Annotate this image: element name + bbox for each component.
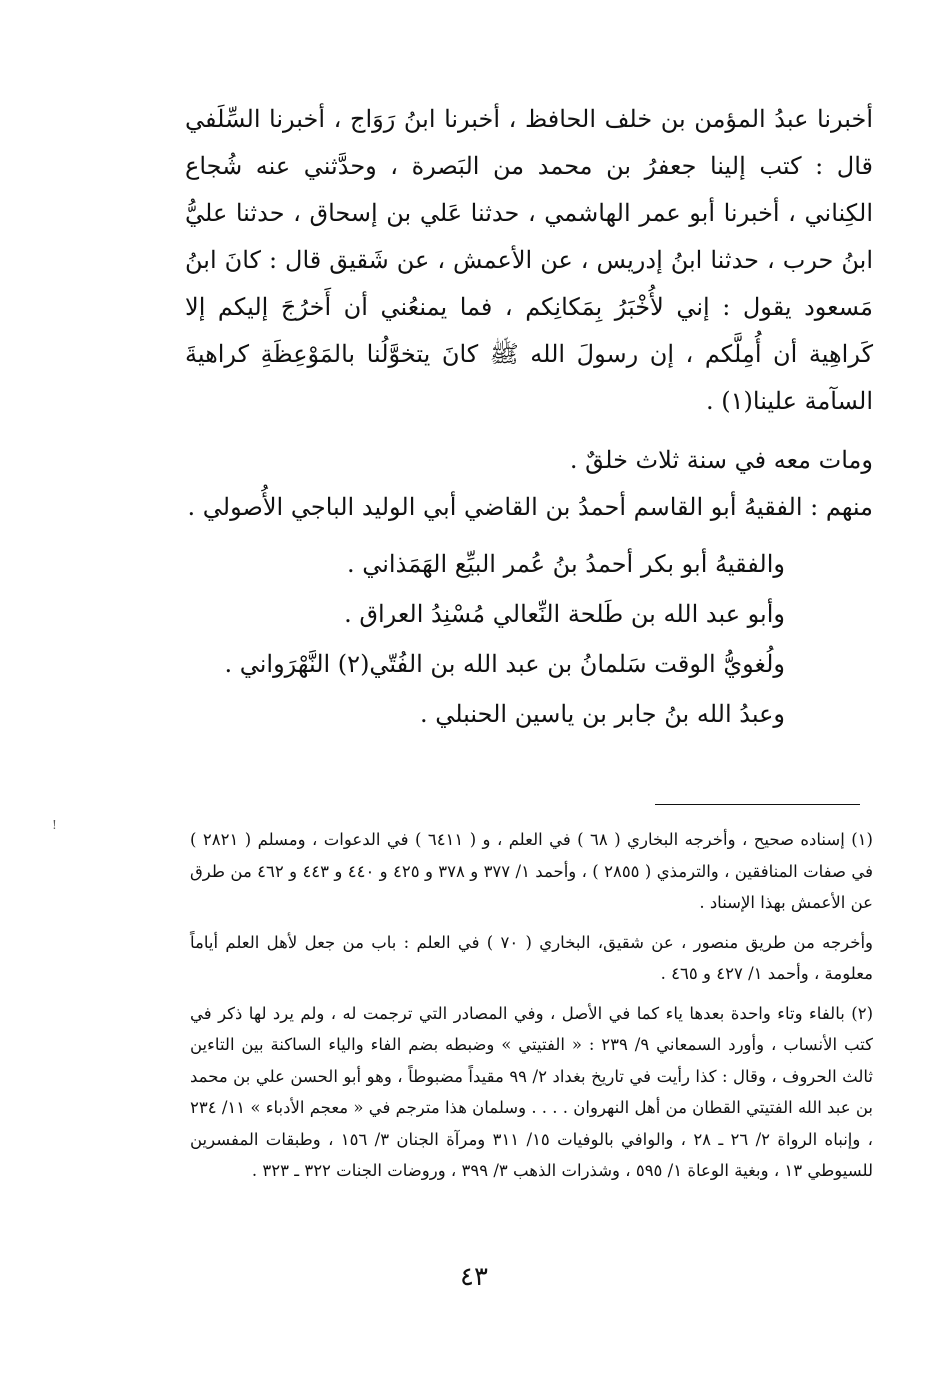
- footnote-2: (٢) بالفاء وتاء واحدة بعدها ياء كما في الأصل ، وفي المصادر التي ترجمت له ، ولم يرد لها ذكر في كتب الأنساب ، وأورد السمعاني ٩/ ٢٣٩ : « الفتيتي » وضبطه بضم الفاء والياء الساكنة بين التاءين ثالث الحروف ، وقال : كذا رأيت في تاريخ بغداد ٢/ ٩٩ مقيداً مضبوطاً ، وهو أبو الحسن علي بن محمد بن عبد الله الفتيتي القطان من أهل النهروان . . . . وسلمان هذا مترجم في « معجم الأدباء » ١١/ ٢٣٤ ، وإنباه الرواة ٢/ ٢٦ ـ ٢٨ ، والوافي بالوفيات ١٥/ ٣١١ ومرآة الجنان ٣/ ١٥٦ ، وطبقات المفسرين للسيوطي ١٣ ، وبغية الوعاة ١/ ٥٩٥ ، وشذرات الذهب ٣/ ٣٩٩ ، وروضات الجنات ٣٢٢ ـ ٣٢٣ .: [190, 1003, 873, 1180]
- paragraph-first-name: منهم : الفقيهُ أبو القاسم أحمدُ بن القاضي أبي الوليد الباجي الأُصولي .: [187, 493, 873, 521]
- paragraph-isnad: أخبرنا عبدُ المؤمن بن خلف الحافظ ، أخبرنا ابنُ رَوَاج ، أخبرنا السِّلَفي قال : كتب إلينا جعفرُ بن محمد من البَصرة ، وحدَّثني عنه شُجاع الكِناني ، أخبرنا أبو عمر الهاشمي ، حدثنا عَلي بن إسحاق ، حدثنا عليُّ ابنُ حرب ، حدثنا ابنُ إدريس ، عن الأعمش ، عن شَقيق قال : كانَ ابنُ مَسعود يقول : إني لأُخْبَرُ بِمَكانِكم ، فما يمنعُني أن أَخرُجَ إليكم إلا كَراهِية أن أُمِلَّكم ، إن رسولَ الله ﷺ كانَ يتخوَّلُنا بالمَوْعِظَةِ كراهيةَ السآمة علينا(١) .: [185, 105, 873, 415]
- footnote-1: (١) إسناده صحيح ، وأخرجه البخاري ( ٦٨ ) في العلم ، و ( ٦٤١١ ) في الدعوات ، ومسلم ( ٢٨٢١ ) في صفات المنافقين ، والترمذي ( ٢٨٥٥ ) ، وأحمد ١/ ٣٧٧ و ٣٧٨ و ٤٢٥ و ٤٤٠ و ٤٤٣ و ٤٦٢ من طرق عن الأعمش بهذا الإسناد .: [190, 830, 873, 912]
- footnotes: [190, 824, 873, 1187]
- page-number: ٤٣: [460, 1262, 488, 1292]
- name-line-hamadhani: والفقيهُ أبو بكر أحمدُ بنُ عُمر البيِّع الهَمَذاني .: [346, 550, 785, 578]
- main-text: [185, 96, 873, 739]
- footnote-divider: [655, 804, 860, 805]
- name-line-nahrawani: ولُغويُّ الوقت سَلمانُ بن عبد الله بن الفُتّي(٢) النَّهْرَواني .: [224, 650, 785, 678]
- name-line-niali: وأبو عبد الله بن طَلحة النِّعالي مُسْنِدُ العراق .: [344, 600, 785, 628]
- margin-mark: !: [52, 818, 57, 832]
- paragraph-deaths: ومات معه في سنة ثلاث خلقٌ .: [569, 446, 873, 474]
- name-line-hanbali: وعبدُ الله بنُ جابر بن ياسين الحنبلي .: [419, 700, 785, 728]
- footnote-1-continuation: وأخرجه من طريق منصور ، عن شقيق، البخاري ( ٧٠ ) في العلم : باب من جعل لأهل العلم أياماً معلومة ، وأحمد ١/ ٤٢٧ و ٤٦٥ .: [190, 932, 873, 983]
